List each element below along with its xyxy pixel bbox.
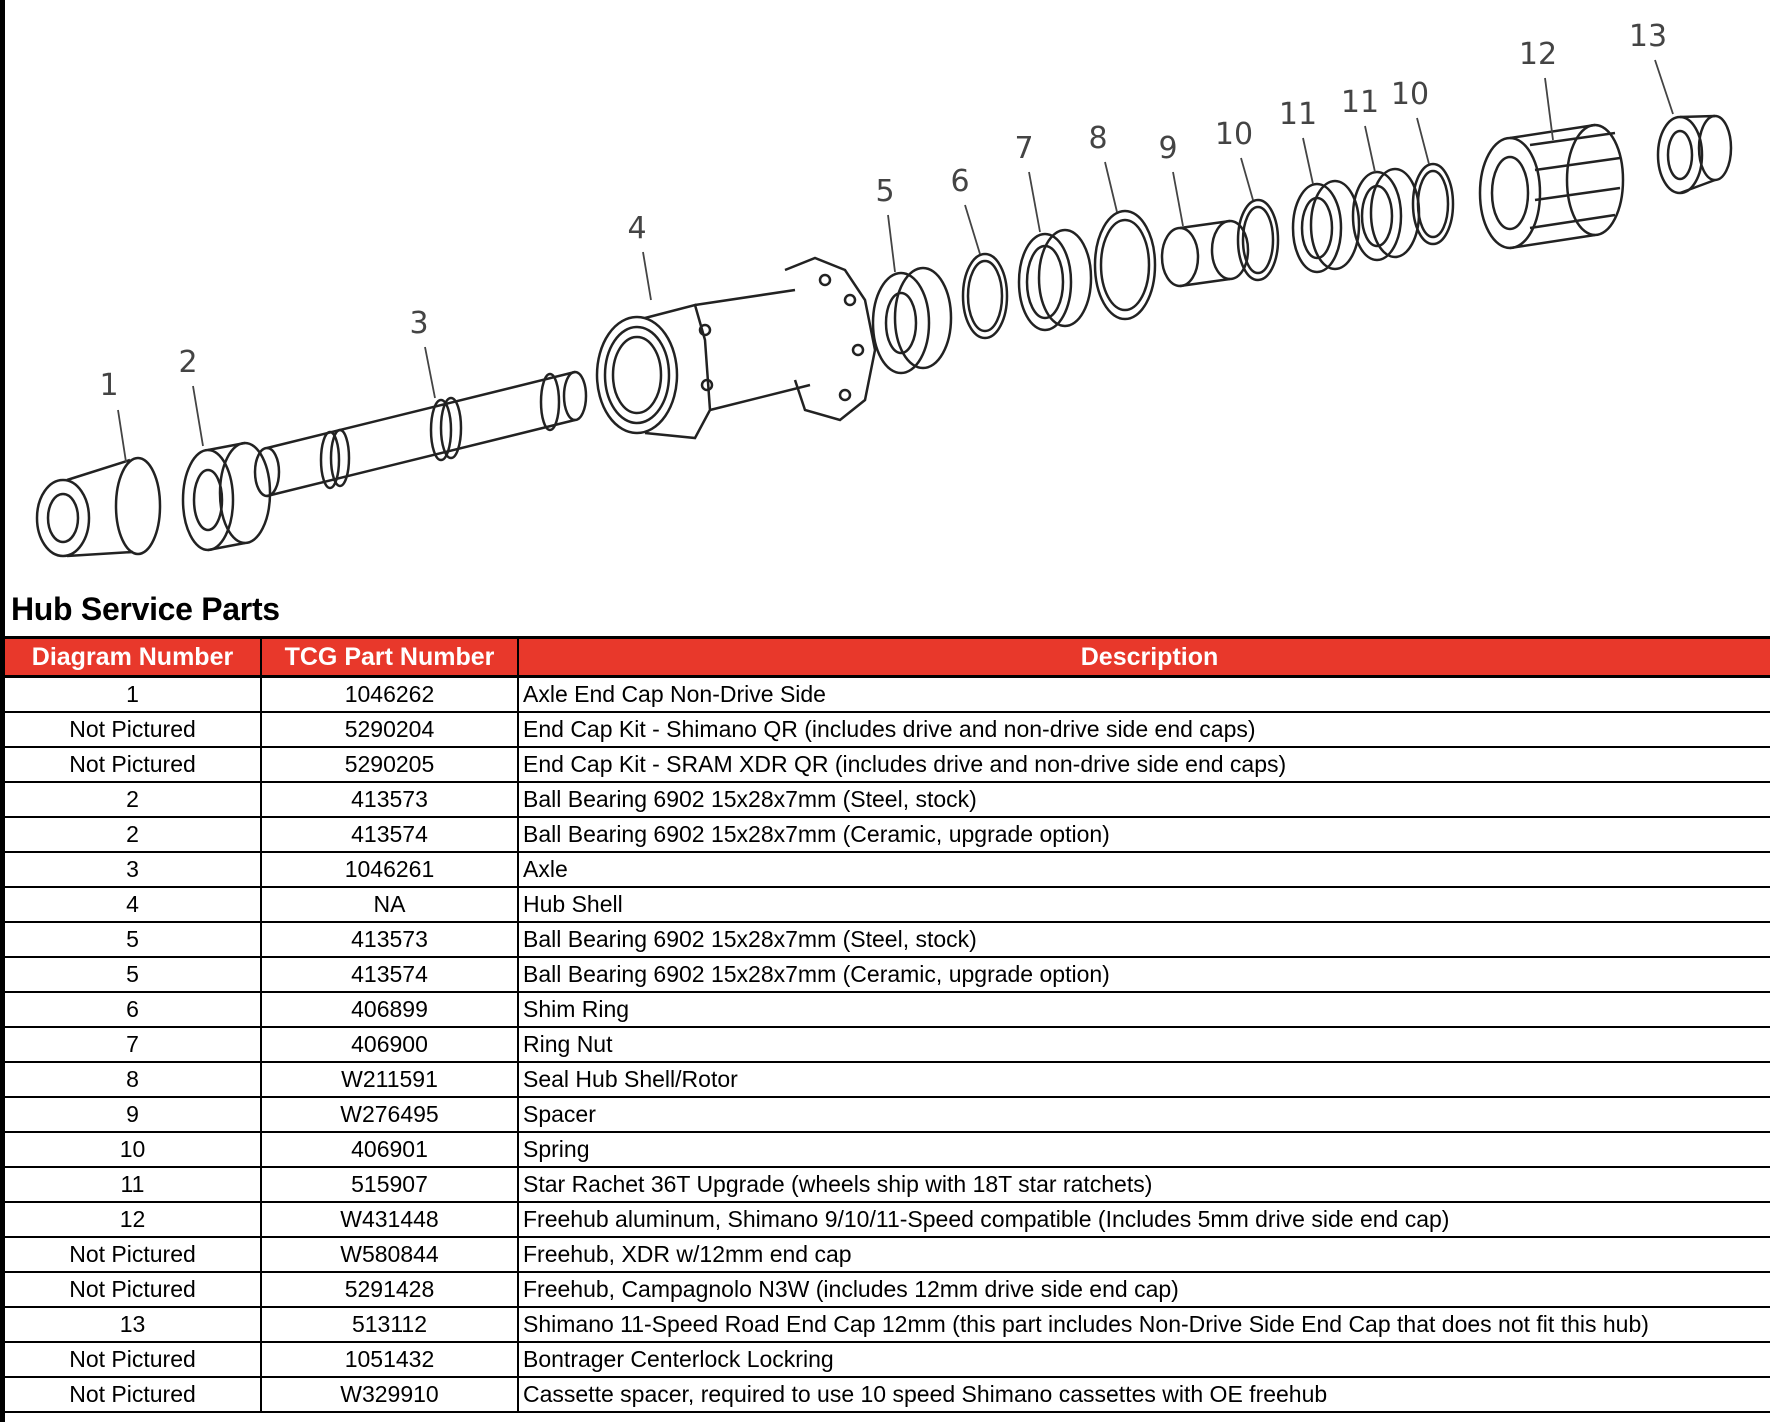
cell-description: Seal Hub Shell/Rotor: [518, 1062, 1770, 1097]
part-spring-2: [1413, 164, 1453, 244]
callout-10b: 10: [1390, 77, 1430, 112]
part-hub-shell: [597, 258, 875, 438]
cell-diagram-number: 1: [5, 677, 261, 713]
table-row: [5, 852, 1770, 887]
callout-6: 6: [950, 164, 970, 199]
table-row: [5, 1377, 1770, 1412]
part-spring-1: [1238, 200, 1278, 280]
cell-part-number: 1046261: [261, 852, 518, 887]
cell-part-number: 413574: [261, 957, 518, 992]
cell-part-number: 5291428: [261, 1272, 518, 1307]
table-row: [5, 1307, 1770, 1342]
table-row: [5, 1132, 1770, 1167]
table-header-row: [5, 638, 1770, 677]
cell-description: Ball Bearing 6902 15x28x7mm (Steel, stock): [518, 922, 1770, 957]
cell-part-number: W276495: [261, 1097, 518, 1132]
part-spacer: [1162, 221, 1248, 286]
cell-diagram-number: 3: [5, 852, 261, 887]
cell-diagram-number: 2: [5, 817, 261, 852]
callout-5: 5: [875, 174, 895, 209]
cell-diagram-number: 10: [5, 1132, 261, 1167]
part-ring-nut: [1019, 230, 1091, 330]
cell-diagram-number: 5: [5, 957, 261, 992]
table-row: [5, 922, 1770, 957]
cell-description: Axle End Cap Non-Drive Side: [518, 677, 1770, 713]
cell-diagram-number: Not Pictured: [5, 1237, 261, 1272]
cell-part-number: 406900: [261, 1027, 518, 1062]
callout-11a: 11: [1278, 97, 1318, 132]
table-row: [5, 1167, 1770, 1202]
cell-part-number: 406901: [261, 1132, 518, 1167]
cell-description: End Cap Kit - SRAM XDR QR (includes drive and non-drive side end caps): [518, 747, 1770, 782]
cell-diagram-number: 12: [5, 1202, 261, 1237]
cell-part-number: 5290205: [261, 747, 518, 782]
cell-diagram-number: 8: [5, 1062, 261, 1097]
section-title: Hub Service Parts: [11, 591, 280, 627]
cell-description: Hub Shell: [518, 887, 1770, 922]
cell-part-number: 413573: [261, 922, 518, 957]
part-star-ratchet-1: [1293, 181, 1359, 272]
cell-diagram-number: 4: [5, 887, 261, 922]
part-bearing-drive: [873, 268, 951, 373]
part-end-cap-non-drive: [37, 458, 160, 556]
cell-diagram-number: Not Pictured: [5, 712, 261, 747]
cell-diagram-number: 5: [5, 922, 261, 957]
table-row: [5, 1237, 1770, 1272]
cell-description: Ball Bearing 6902 15x28x7mm (Ceramic, upgrade option): [518, 817, 1770, 852]
callout-2: 2: [178, 345, 198, 380]
header-description: Description: [518, 638, 1770, 677]
cell-part-number: 515907: [261, 1167, 518, 1202]
cell-description: Freehub, Campagnolo N3W (includes 12mm drive side end cap): [518, 1272, 1770, 1307]
header-diagram-number: Diagram Number: [5, 638, 261, 677]
exploded-hub-diagram: [5, 0, 1770, 580]
table-row: [5, 1027, 1770, 1062]
part-end-cap-drive: [1658, 116, 1731, 193]
cell-description: Bontrager Centerlock Lockring: [518, 1342, 1770, 1377]
callout-8: 8: [1088, 121, 1108, 156]
callout-9: 9: [1158, 131, 1178, 166]
cell-part-number: 406899: [261, 992, 518, 1027]
part-freehub: [1480, 125, 1623, 248]
cell-part-number: W431448: [261, 1202, 518, 1237]
cell-diagram-number: Not Pictured: [5, 1377, 261, 1412]
cell-description: Axle: [518, 852, 1770, 887]
header-tcg-part-number: TCG Part Number: [261, 638, 518, 677]
cell-part-number: NA: [261, 887, 518, 922]
cell-part-number: 513112: [261, 1307, 518, 1342]
table-row: [5, 1202, 1770, 1237]
cell-description: Spacer: [518, 1097, 1770, 1132]
callout-11b: 11: [1340, 85, 1380, 120]
table-row: [5, 1342, 1770, 1377]
cell-diagram-number: 9: [5, 1097, 261, 1132]
cell-description: Ring Nut: [518, 1027, 1770, 1062]
parts-table-body: [5, 677, 1770, 1413]
cell-description: Spring: [518, 1132, 1770, 1167]
cell-part-number: 1051432: [261, 1342, 518, 1377]
part-shim-ring: [963, 254, 1007, 338]
cell-description: Shimano 11-Speed Road End Cap 12mm (this part includes Non-Drive Side End Cap that does not fit this hub): [518, 1307, 1770, 1342]
cell-diagram-number: Not Pictured: [5, 747, 261, 782]
table-row: [5, 1062, 1770, 1097]
cell-description: Ball Bearing 6902 15x28x7mm (Ceramic, upgrade option): [518, 957, 1770, 992]
cell-diagram-number: 6: [5, 992, 261, 1027]
cell-description: Star Rachet 36T Upgrade (wheels ship with 18T star ratchets): [518, 1167, 1770, 1202]
table-row: [5, 957, 1770, 992]
callout-4: 4: [627, 211, 647, 246]
table-row: [5, 887, 1770, 922]
table-row: [5, 712, 1770, 747]
part-seal: [1095, 211, 1155, 319]
callout-13: 13: [1628, 19, 1668, 54]
cell-description: Freehub, XDR w/12mm end cap: [518, 1237, 1770, 1272]
table-row: [5, 1097, 1770, 1132]
cell-diagram-number: Not Pictured: [5, 1342, 261, 1377]
table-row: [5, 1272, 1770, 1307]
callout-1: 1: [99, 368, 119, 403]
table-row: [5, 817, 1770, 852]
cell-part-number: W329910: [261, 1377, 518, 1412]
table-row: [5, 782, 1770, 817]
cell-diagram-number: Not Pictured: [5, 1272, 261, 1307]
cell-diagram-number: 13: [5, 1307, 261, 1342]
cell-diagram-number: 7: [5, 1027, 261, 1062]
cell-part-number: 413574: [261, 817, 518, 852]
table-row: [5, 992, 1770, 1027]
cell-diagram-number: 2: [5, 782, 261, 817]
table-row: [5, 747, 1770, 782]
part-axle: [255, 372, 586, 496]
cell-part-number: 1046262: [261, 677, 518, 713]
cell-part-number: W580844: [261, 1237, 518, 1272]
table-row: [5, 677, 1770, 713]
cell-description: End Cap Kit - Shimano QR (includes drive and non-drive side end caps): [518, 712, 1770, 747]
cell-description: Cassette spacer, required to use 10 speed Shimano cassettes with OE freehub: [518, 1377, 1770, 1412]
cell-description: Shim Ring: [518, 992, 1770, 1027]
part-star-ratchet-2: [1353, 169, 1419, 260]
callout-3: 3: [409, 306, 429, 341]
parts-table: [5, 636, 1770, 1413]
cell-part-number: 5290204: [261, 712, 518, 747]
callout-12: 12: [1518, 37, 1558, 72]
cell-description: Ball Bearing 6902 15x28x7mm (Steel, stock): [518, 782, 1770, 817]
callout-7: 7: [1014, 131, 1034, 166]
cell-diagram-number: 11: [5, 1167, 261, 1202]
cell-part-number: 413573: [261, 782, 518, 817]
cell-part-number: W211591: [261, 1062, 518, 1097]
cell-description: Freehub aluminum, Shimano 9/10/11-Speed compatible (Includes 5mm drive side end cap): [518, 1202, 1770, 1237]
callout-10a: 10: [1214, 117, 1254, 152]
